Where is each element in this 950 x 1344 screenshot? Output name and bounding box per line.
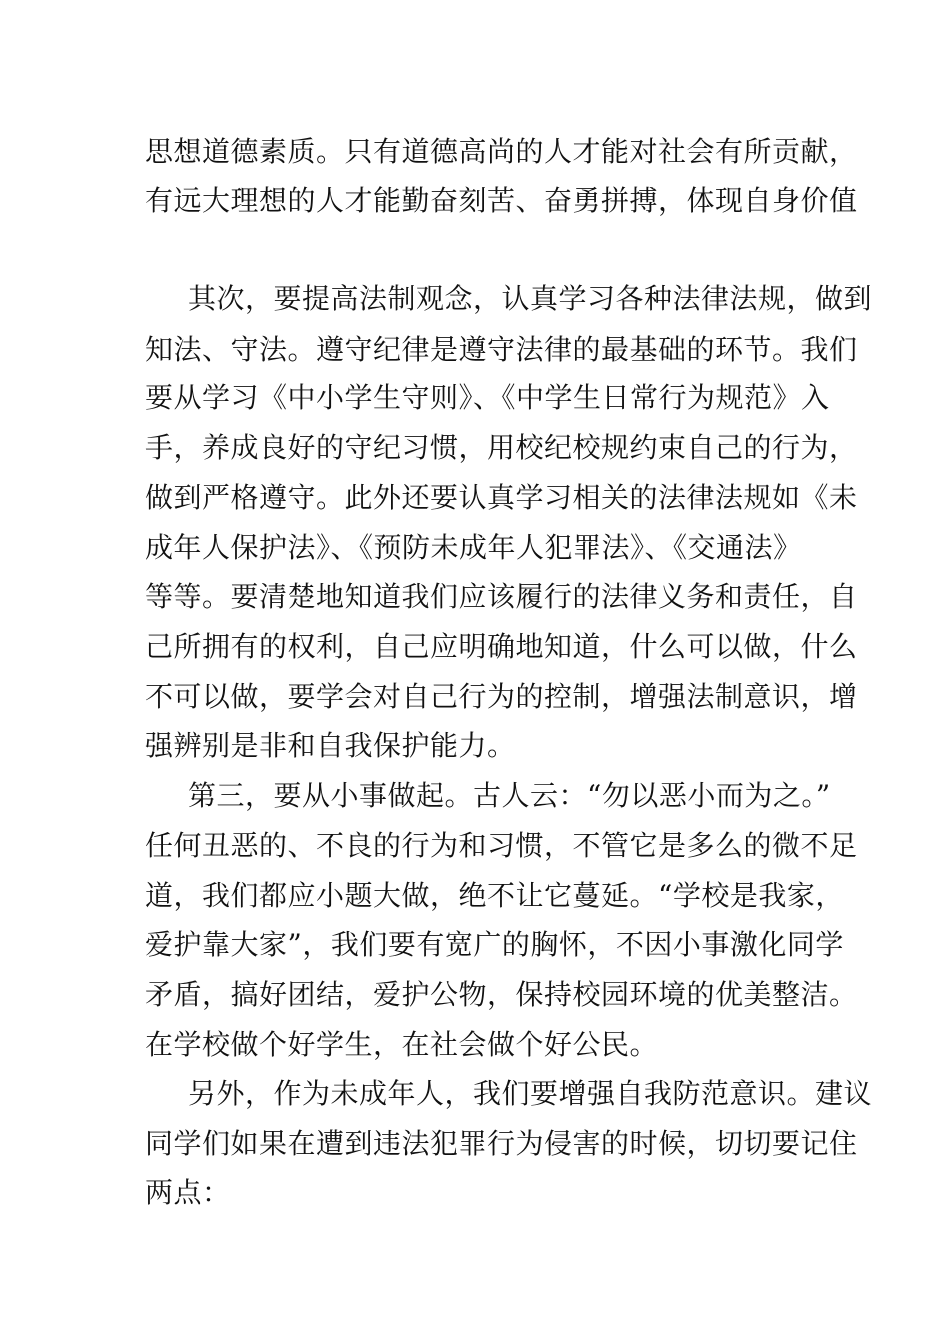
text-line: 爱护靠大家”，我们要有宽广的胸怀，不因小事激化同学 [145, 928, 844, 961]
text-line: 知法、守法。遵守纪律是遵守法律的最基础的环节。我们 [145, 333, 858, 366]
text-line: 同学们如果在遭到违法犯罪行为侵害的时候，切切要记住 [145, 1127, 858, 1160]
text-line: 在学校做个好学生，在社会做个好公民。 [145, 1028, 659, 1061]
paragraph-start-line: 其次，要提高法制观念，认真学习各种法律法规，做到 [188, 282, 873, 315]
text-line: 矛盾，搞好团结，爱护公物，保持校园环境的优美整洁。 [145, 978, 858, 1011]
text-line: 要从学习《中小学生守则》、《中学生日常行为规范》入 [145, 381, 830, 414]
text-line: 成年人保护法》、《预防未成年人犯罪法》、《交通法》 [145, 531, 802, 564]
text-line: 有远大理想的人才能勤奋刻苦、奋勇拼搏，体现自身价值 [145, 184, 858, 217]
paragraph-start-line: 另外，作为未成年人，我们要增强自我防范意识。建议 [188, 1077, 873, 1110]
text-line: 做到严格遵守。此外还要认真学习相关的法律法规如《未 [145, 481, 858, 514]
paragraph-start-line: 第三，要从小事做起。古人云：“勿以恶小而为之。” [188, 779, 831, 812]
text-line: 不可以做，要学会对自己行为的控制，增强法制意识，增 [145, 680, 858, 713]
text-line: 手，养成良好的守纪习惯，用校纪校规约束自己的行为， [145, 431, 858, 464]
text-line: 己所拥有的权利，自己应明确地知道，什么可以做，什么 [145, 630, 858, 663]
text-line: 两点： [145, 1176, 231, 1209]
text-line: 思想道德素质。只有道德高尚的人才能对社会有所贡献， [145, 135, 858, 168]
text-line: 强辨别是非和自我保护能力。 [145, 729, 516, 762]
text-line: 任何丑恶的、不良的行为和习惯，不管它是多么的微不足 [145, 829, 858, 862]
text-line: 等等。要清楚地知道我们应该履行的法律义务和责任，自 [145, 580, 858, 613]
text-line: 道，我们都应小题大做，绝不让它蔓延。“学校是我家， [145, 879, 844, 912]
